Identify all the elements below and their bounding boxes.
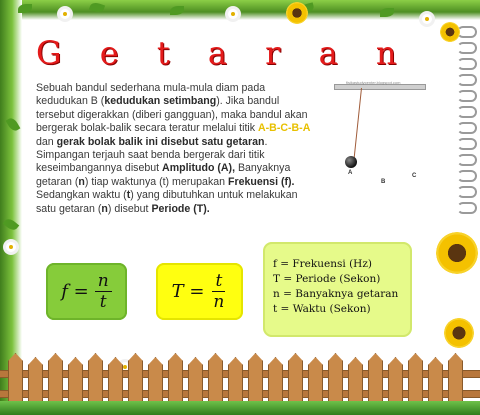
highlight-term: A-B-C-B-A — [257, 122, 311, 135]
description-paragraph — [36, 82, 312, 216]
legend-item: t = Waktu (Sekon) — [273, 303, 371, 315]
variable-legend-box — [263, 242, 412, 337]
bold-term: n — [101, 202, 108, 215]
pendulum-watermark: fisikastudycenter.blogspot.com — [346, 80, 401, 85]
bold-term: Frekuensi (f). — [227, 175, 295, 188]
text-run: ) disebut — [107, 202, 152, 215]
text-run: Sebuah bandul sederhana mula-mula diam pada kedudukan B ( — [36, 82, 266, 108]
period-formula-box — [156, 263, 243, 320]
bold-term: n — [78, 175, 85, 188]
numerator: t — [212, 271, 225, 292]
fraction — [95, 271, 112, 312]
sunflower-icon — [436, 232, 478, 274]
denominator: t — [99, 292, 107, 312]
sunflower-icon — [444, 318, 474, 348]
bold-term: kedudukan setimbang — [104, 95, 217, 108]
sunflower-icon — [286, 2, 308, 24]
flower-icon — [6, 242, 16, 252]
denominator: n — [213, 292, 225, 312]
text-run: ) tiap waktunya (t) merupakan — [84, 175, 228, 188]
point-c-label: C — [412, 173, 417, 179]
text-run: Sedangkan waktu ( — [36, 189, 127, 202]
page-title: G e t a r a n — [36, 34, 411, 72]
legend-item: n = Banyaknya getaran — [273, 288, 399, 300]
frequency-formula-box — [46, 263, 127, 320]
formula-lhs: f = — [61, 281, 89, 302]
bold-term: Amplitudo (A), — [162, 162, 236, 175]
formula-lhs: T = — [171, 281, 205, 302]
point-b-label: B — [381, 179, 386, 185]
text-run: dan — [36, 135, 57, 148]
text-run: Banyaknya getaran ( — [36, 162, 291, 188]
bold-term: t — [126, 189, 131, 202]
legend-item: T = Periode (Sekon) — [273, 273, 381, 285]
text-run: . Simpangan terjauh saat benda bergerak dari titik keseimbangannya disebut — [36, 135, 268, 175]
numerator: n — [95, 271, 112, 292]
flower-icon — [228, 9, 238, 19]
bold-term: Periode (T). — [151, 202, 210, 215]
fraction — [210, 271, 227, 312]
bold-term: gerak bolak balik ini disebut satu getaran — [56, 135, 265, 148]
vine-frame-top — [0, 0, 480, 20]
pendulum-string — [353, 88, 362, 163]
legend-item: f = Frekuensi (Hz) — [273, 258, 372, 270]
flower-icon — [422, 14, 432, 24]
pendulum-bob-icon — [345, 156, 357, 168]
flower-icon — [60, 9, 70, 19]
garden-fence — [0, 352, 480, 415]
point-a-label: A — [348, 170, 353, 176]
text-run: ). Jika bandul tersebut digerakkan (diberi gangguan), maka bandul akan bergerak bolak-balik secara teratur melalui titik — [36, 95, 308, 135]
text-run: ) yang dibutuhkan untuk melakukan satu getaran ( — [36, 189, 298, 215]
